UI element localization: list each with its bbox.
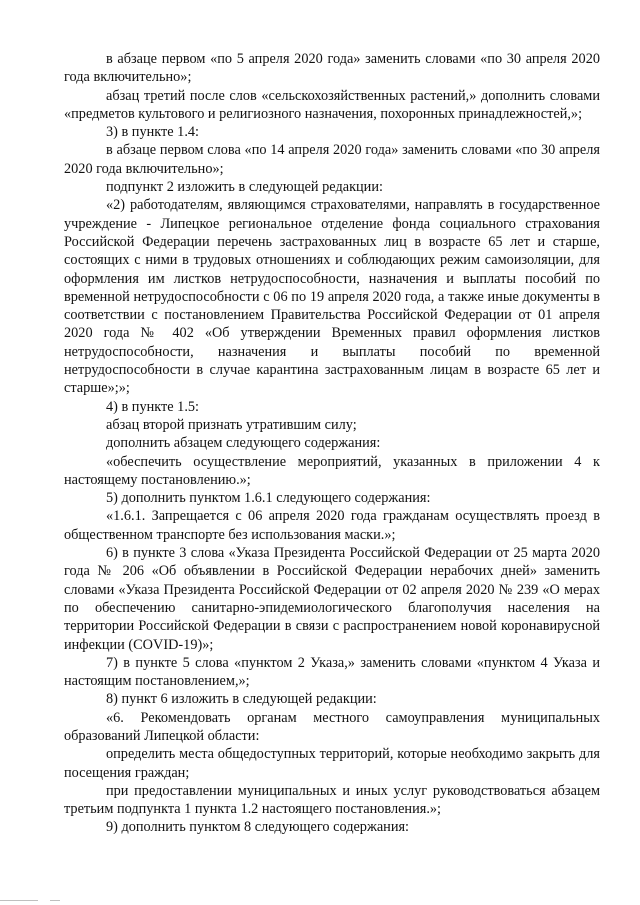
paragraph: подпункт 2 изложить в следующей редакции: <box>106 179 383 196</box>
paragraph: абзац третий после слов «сельскохозяйственных растений,» дополнить словами «предметов культового и религиозного назначения, похоронных принадлежностей,»; <box>64 87 600 122</box>
paragraph: 8) пункт 6 изложить в следующей редакции: <box>106 691 377 708</box>
paragraph: абзац второй признать утратившим силу; <box>106 416 357 433</box>
paragraph: «6. Рекомендовать органам местного самоуправления муниципальных образований Липецкой области: <box>64 709 600 744</box>
scan-edge-mark <box>0 900 38 901</box>
paragraph: 7) в пункте 5 слова «пунктом 2 Указа,» заменить словами «пунктом 4 Указа и настоящим постановлением,»; <box>64 654 600 690</box>
paragraph: «обеспечить осуществление мероприятий, указанных в приложении 4 к настоящему постановлению.»; <box>64 453 600 488</box>
paragraph: 4) в пункте 1.5: <box>106 398 200 415</box>
paragraph: дополнить абзацем следующего содержания: <box>106 435 381 452</box>
paragraph: «1.6.1. Запрещается с 06 апреля 2020 года гражданам осуществлять проезд в общественном транспорте без использования маски.»; <box>64 508 600 543</box>
paragraph: 9) дополнить пунктом 8 следующего содержания: <box>106 819 410 836</box>
paragraph: определить места общедоступных территорий, которые необходимо закрыть для посещения граждан; <box>64 746 600 781</box>
paragraph: в абзаце первом «по 5 апреля 2020 года» заменить словами «по 30 апреля 2020 года включительно»; <box>64 51 600 86</box>
paragraph: 5) дополнить пунктом 1.6.1 следующего содержания: <box>106 490 431 507</box>
paragraph: «2) работодателям, являющимся страхователями, направлять в государственное учреждение - Липецкое региональное отделение фонда социального страхования Российской Федерации перечень застрахованных лиц в возрасте 65 лет и старше, состоящих с ними в трудовых отношениях и соблюдающих режим самоизоляции, для оформления им листков нетрудоспособности, назначения и выплаты пособий по временной нетрудоспособности с 06 по 19 апреля 2020 года, а также иные документы в соответствии с постановлением Правительства Российской Федерации от 01 апреля 2020 года № 402 «Об утверждении Временных правил оформления листков нетрудоспособности, назначения и выплаты пособий по временной нетрудоспособности в случае карантина застрахованным лицам в возрасте 65 лет и старше»;»; <box>64 197 600 397</box>
scan-edge-mark <box>50 900 60 901</box>
paragraph: 3) в пункте 1.4: <box>106 124 200 141</box>
paragraph: 6) в пункте 3 слова «Указа Президента Российской Федерации от 25 марта 2020 года № 206 «Об объявлении в Российской Федерации нерабочих дней» заменить словами «Указа Президента Российской Федерации от 02 апреля 2020 № 239 «О мерах по обеспечению санитарно-эпидемиологического благополучия населения на территории Российской Федерации в связи с распространением новой коронавирусной инфекции (COVID-19)»; <box>64 545 600 653</box>
paragraph: в абзаце первом слова «по 14 апреля 2020 года» заменить словами «по 30 апреля 2020 года включительно»; <box>64 142 600 177</box>
paragraph: при предоставлении муниципальных и иных услуг руководствоваться абзацем третьим подпункта 1 пункта 1.2 настоящего постановления.»; <box>64 782 600 818</box>
